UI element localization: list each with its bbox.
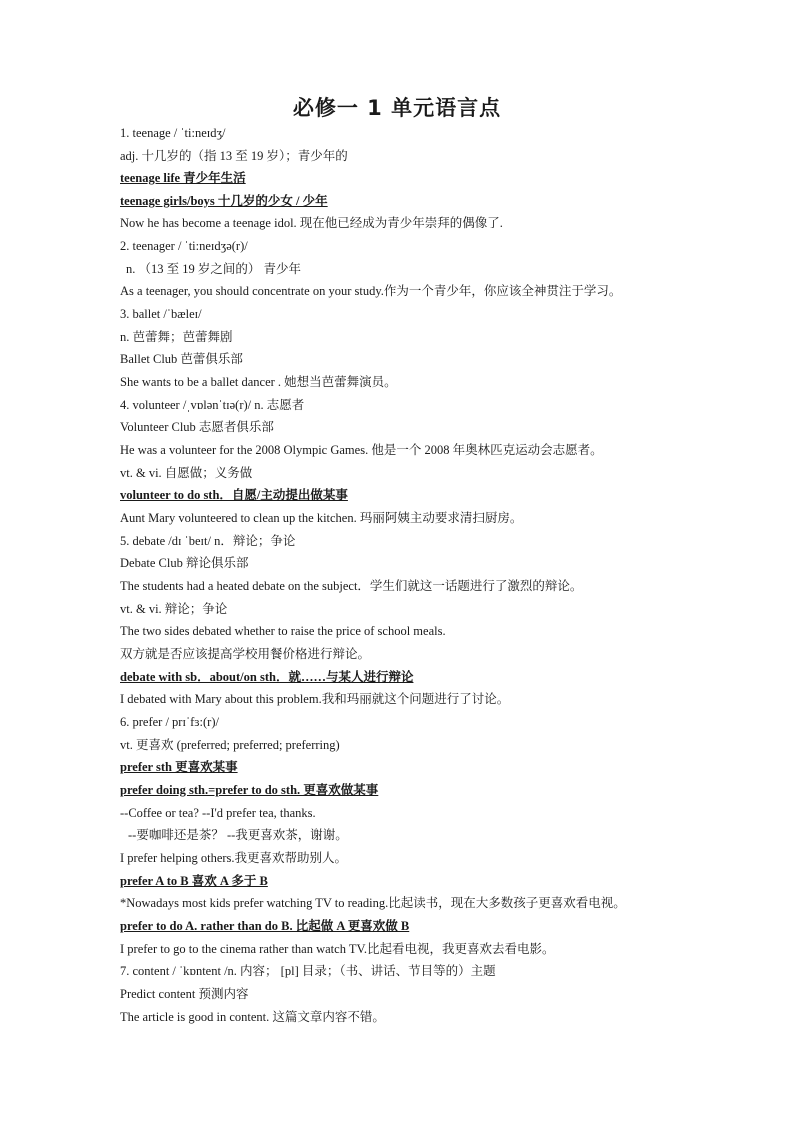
phrase-line: Ballet Club 芭蕾俱乐部 <box>120 352 243 366</box>
phrase-line: prefer to do A. rather than do B. 比起做 A 更喜欢做 B <box>120 919 410 933</box>
example-line: I prefer helping others.我更喜欢帮助别人。 <box>120 851 348 865</box>
definition-line: vt. & vi. 辩论；争论 <box>120 602 228 616</box>
phrase-line: teenage life 青少年生活 <box>120 171 246 185</box>
example-line: The two sides debated whether to raise the price of school meals. <box>120 624 446 638</box>
example-line: As a teenager, you should concentrate on your study.作为一个青少年，你应该全神贯注于学习。 <box>120 284 622 298</box>
translation-line: --要咖啡还是茶？ --我更喜欢茶，谢谢。 <box>128 828 348 842</box>
definition-line: n. （13 至 19 岁之间的） 青少年 <box>126 262 302 276</box>
phrase-line: Debate Club 辩论俱乐部 <box>120 556 249 570</box>
example-line: I debated with Mary about this problem.我和玛丽就这个问题进行了讨论。 <box>120 692 510 706</box>
example-line: The article is good in content. 这篇文章内容不错。 <box>120 1010 385 1024</box>
entry-heading: 1. teenage / ˈti:neɪdʒ/ <box>120 126 226 140</box>
example-line: *Nowadays most kids prefer watching TV to reading.比起读书，现在大多数孩子更喜欢看电视。 <box>120 896 626 910</box>
example-line: Now he has become a teenage idol. 现在他已经成为青少年崇拜的偶像了. <box>120 216 503 230</box>
definition-line: vt. 更喜欢 (preferred; preferred; preferring) <box>120 738 340 752</box>
translation-line: 双方就是否应该提高学校用餐价格进行辩论。 <box>120 647 371 661</box>
phrase-line: prefer sth 更喜欢某事 <box>120 760 238 774</box>
phrase-line: volunteer to do sth．自愿/主动提出做某事 <box>120 488 348 502</box>
page-title: 必修一 1 单元语言点 <box>292 96 502 120</box>
definition-line: adj. 十几岁的（指 13 至 19 岁）；青少年的 <box>120 149 348 163</box>
entry-heading: 2. teenager / ˈti:neɪdʒə(r)/ <box>120 239 248 253</box>
example-line: I prefer to go to the cinema rather than watch TV.比起看电视，我更喜欢去看电影。 <box>120 942 555 956</box>
definition-line: vt. & vi. 自愿做；义务做 <box>120 466 253 480</box>
example-line: He was a volunteer for the 2008 Olympic Games. 他是一个 2008 年奥林匹克运动会志愿者。 <box>120 443 603 457</box>
phrase-line: prefer doing sth.=prefer to do sth. 更喜欢做某事 <box>120 783 379 797</box>
phrase-line: teenage girls/boys 十几岁的少女 / 少年 <box>120 194 328 208</box>
phrase-line: Volunteer Club 志愿者俱乐部 <box>120 420 274 434</box>
phrase-line: Predict content 预测内容 <box>120 987 249 1001</box>
example-line: She wants to be a ballet dancer . 她想当芭蕾舞演员。 <box>120 375 397 389</box>
phrase-line: prefer A to B 喜欢 A 多于 B <box>120 874 268 888</box>
entry-heading: 7. content / ˈkɒntent /n. 内容； [pl] 目录；（书、讲话、节目等的）主题 <box>120 964 496 978</box>
definition-line: n. 芭蕾舞；芭蕾舞剧 <box>120 330 233 344</box>
example-line: --Coffee or tea? --I'd prefer tea, thanks. <box>120 806 316 820</box>
entry-heading: 4. volunteer /ˌvɒlənˈtɪə(r)/ n. 志愿者 <box>120 398 305 412</box>
example-line: The students had a heated debate on the subject．学生们就这一话题进行了激烈的辩论。 <box>120 579 583 593</box>
entry-heading: 5. debate /dɪ ˈbeɪt/ n．辩论；争论 <box>120 534 296 548</box>
entry-heading: 6. prefer / prɪˈfɜ:(r)/ <box>120 715 219 729</box>
phrase-line: debate with sb．about/on sth．就……与某人进行辩论 <box>120 670 414 684</box>
example-line: Aunt Mary volunteered to clean up the kitchen. 玛丽阿姨主动要求清扫厨房。 <box>120 511 523 525</box>
entry-heading: 3. ballet /ˈbæleɪ/ <box>120 307 202 321</box>
